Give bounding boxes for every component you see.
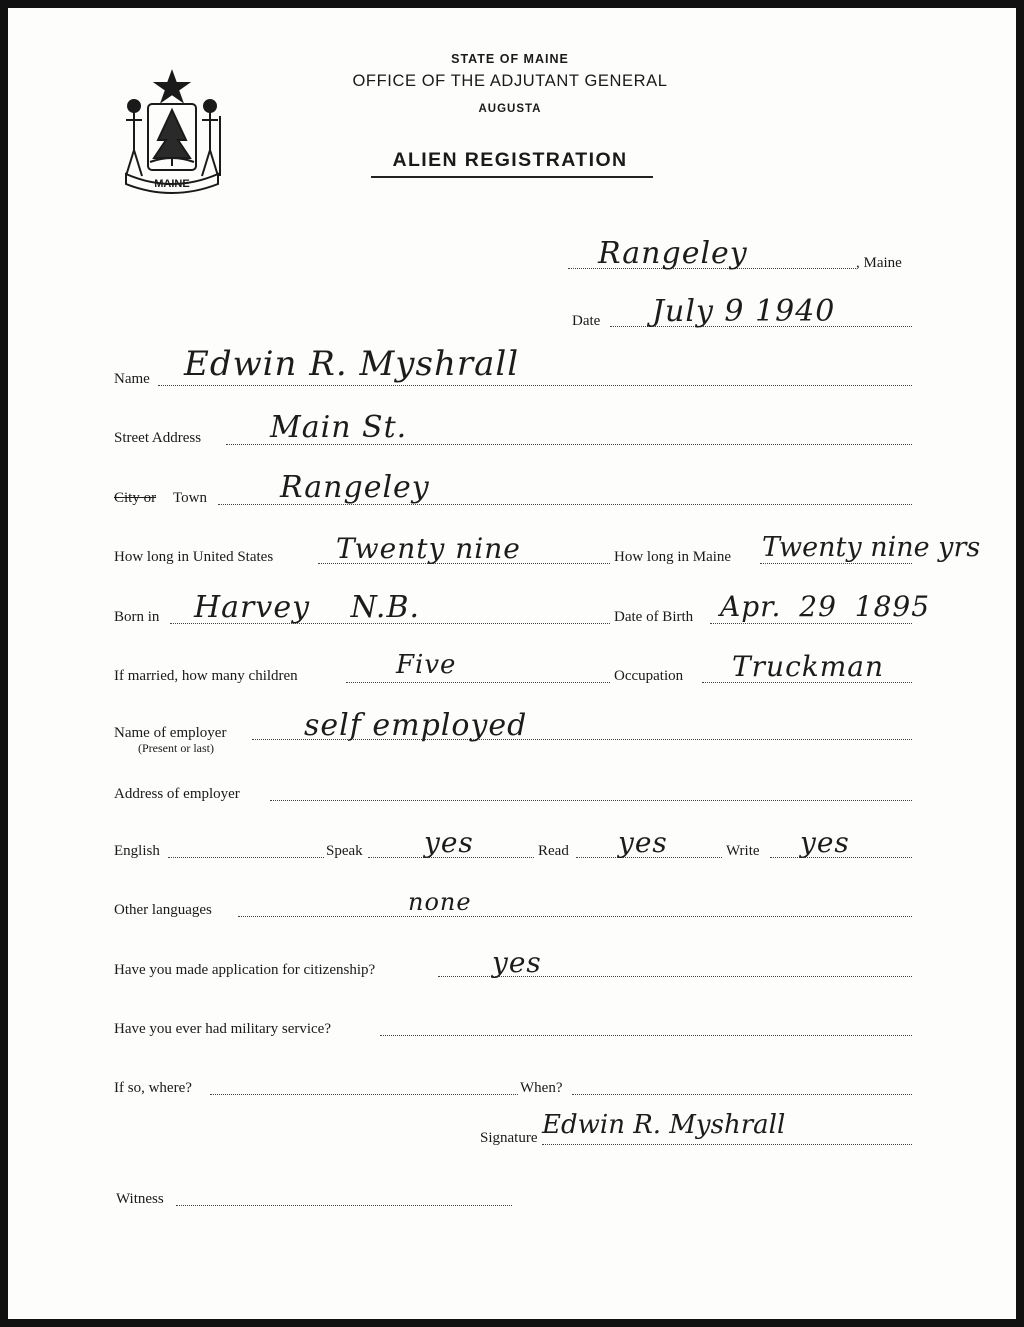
citizenship-label: Have you made application for citizenship? — [114, 962, 376, 978]
signature-label: Signature — [480, 1130, 538, 1146]
when-label: When? — [520, 1080, 563, 1096]
military-label: Have you ever had military service? — [114, 1021, 331, 1037]
born-value: Harvey N.B. — [194, 590, 421, 625]
long-us-label: How long in United States — [114, 549, 274, 565]
signature-line — [542, 1144, 912, 1145]
signature-value: Edwin R. Myshrall — [542, 1110, 786, 1140]
name-value: Edwin R. Myshrall — [184, 344, 520, 384]
children-label: If married, how many children — [114, 668, 298, 684]
where-label: If so, where? — [114, 1080, 192, 1096]
english-line — [168, 857, 324, 858]
where-line — [210, 1094, 518, 1095]
long-maine-label: How long in Maine — [614, 549, 732, 565]
title-underline — [371, 176, 653, 178]
dob-line — [710, 623, 912, 624]
long-maine-value: Twenty nine yrs — [762, 532, 981, 563]
date-label: Date — [572, 313, 601, 329]
header-city: AUGUSTA — [478, 103, 542, 115]
town-label: Town — [173, 490, 207, 506]
employer-label: Name of employer — [114, 725, 227, 741]
write-value: yes — [800, 826, 850, 859]
long-maine-line — [760, 563, 912, 564]
employer-sublabel: (Present or last) — [138, 741, 214, 755]
when-line — [572, 1094, 912, 1095]
form-title: ALIEN REGISTRATION — [392, 149, 628, 171]
other-languages-line — [238, 916, 912, 917]
witness-line — [176, 1205, 512, 1206]
children-line — [346, 682, 610, 683]
place-value: Rangeley — [598, 236, 748, 271]
dob-value: Apr. 29 1895 — [720, 590, 931, 623]
occupation-label: Occupation — [614, 668, 684, 684]
occupation-value: Truckman — [732, 650, 885, 683]
name-line — [158, 385, 912, 386]
header-office: OFFICE OF THE ADJUTANT GENERAL — [352, 72, 668, 90]
military-line — [380, 1035, 912, 1036]
other-languages-value: none — [408, 888, 472, 916]
header-state: STATE OF MAINE — [451, 52, 569, 66]
town-value: Rangeley — [280, 470, 430, 505]
born-label: Born in — [114, 609, 160, 625]
seal-text: MAINE — [154, 178, 190, 190]
registration-form — [8, 8, 1016, 1319]
speak-value: yes — [424, 826, 474, 859]
long-us-value: Twenty nine — [336, 532, 521, 565]
write-label: Write — [726, 843, 760, 859]
read-value: yes — [618, 826, 668, 859]
date-value: July 9 1940 — [652, 294, 836, 329]
employer-address-label: Address of employer — [114, 786, 240, 802]
dob-label: Date of Birth — [614, 609, 694, 625]
english-label: English — [114, 843, 160, 859]
name-label: Name — [114, 371, 150, 387]
other-languages-label: Other languages — [114, 902, 212, 918]
children-value: Five — [396, 650, 457, 680]
street-label: Street Address — [114, 430, 202, 446]
employer-value: self employed — [304, 708, 528, 743]
read-label: Read — [538, 843, 569, 859]
city-struck-label: City or — [114, 490, 157, 506]
employer-address-line — [270, 800, 912, 801]
citizenship-value: yes — [492, 946, 542, 979]
street-value: Main St. — [270, 410, 408, 445]
witness-label: Witness — [116, 1191, 164, 1207]
place-suffix: , Maine — [856, 255, 902, 271]
speak-label: Speak — [326, 843, 363, 859]
